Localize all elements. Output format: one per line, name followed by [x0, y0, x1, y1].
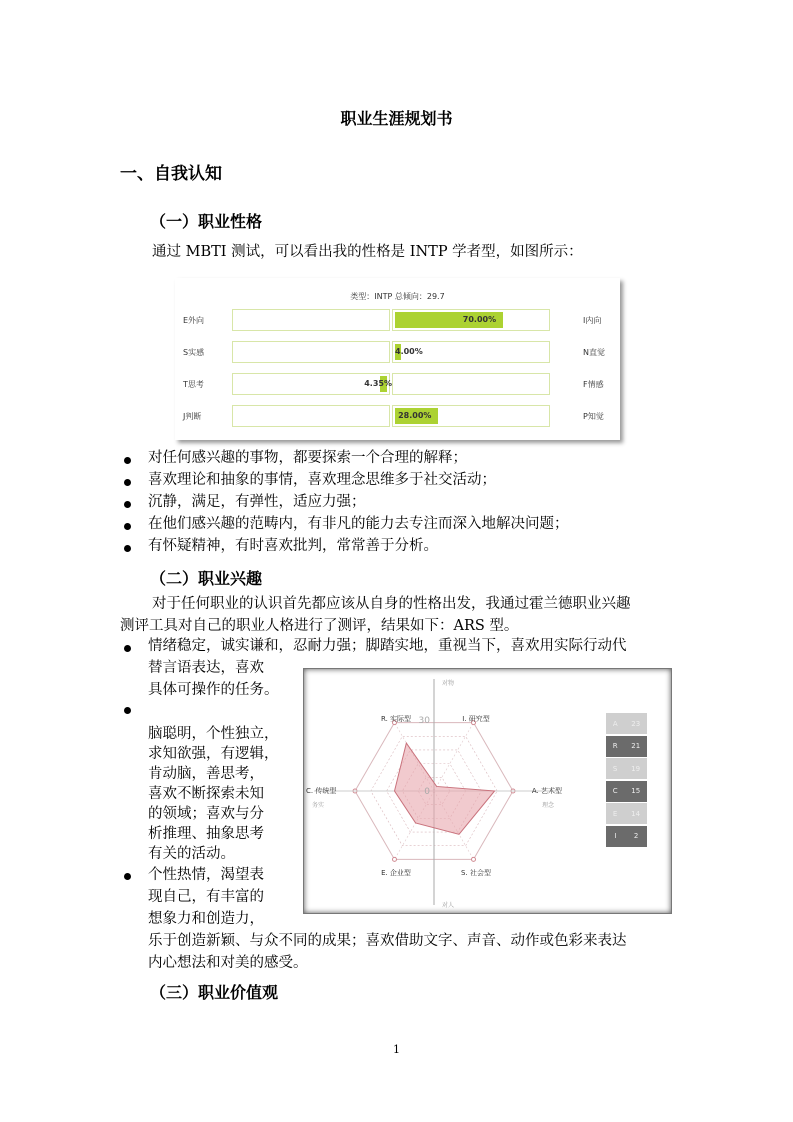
radar-category-label: E. 企业型 — [381, 869, 411, 877]
bullet-text: 求知欲强，有逻辑， — [148, 746, 279, 762]
bullet-text: 替言语表达，喜欢 — [148, 660, 264, 676]
bullet-text: 乐于创造新颖、与众不同的成果；喜欢借助文字、声音、动作或色彩来表达 — [148, 933, 627, 949]
bullet-icon — [124, 479, 131, 486]
radar-category-label: R. 实际型 — [380, 715, 412, 723]
axis-label-right: 理念 — [541, 802, 554, 809]
mbti-percent: 70.00% — [462, 315, 497, 324]
bullet-icon — [124, 545, 131, 552]
legend-item — [606, 736, 647, 757]
paragraph-line: 对于任何职业的认识首先都应该从自身的性格出发，我通过霍兰德职业兴趣 — [152, 596, 631, 612]
bullet-text: 在他们感兴趣的范畴内，有非凡的能力去专注而深入地解决问题； — [148, 516, 569, 532]
mbti-header: 类型：INTP 总倾向：29.7 — [350, 292, 445, 301]
legend-item — [606, 781, 647, 802]
section-heading: 一、自我认知 — [120, 164, 222, 184]
mbti-right-label: N直觉 — [583, 348, 605, 357]
radar-tick-label: 30 — [418, 716, 430, 726]
legend-key: E — [612, 809, 618, 818]
bullet-text: 脑聪明，个性独立， — [148, 726, 279, 742]
page-title: 职业生涯规划书 — [340, 109, 453, 128]
mbti-bar-right — [392, 309, 550, 331]
subsection-heading: （三）职业价值观 — [150, 983, 279, 1002]
paragraph-line: 测评工具对自己的职业人格进行了测评，结果如下：ARS 型。 — [120, 618, 519, 634]
mbti-right-label: P知觉 — [583, 412, 604, 421]
legend-value: 14 — [631, 809, 641, 818]
mbti-bar-left — [232, 309, 390, 331]
legend-item — [606, 713, 647, 734]
radar-tick-label: 0 — [424, 787, 430, 797]
axis-label-left: 务实 — [312, 802, 325, 809]
mbti-left-label: S实感 — [183, 348, 205, 357]
mbti-right-label: I内向 — [583, 316, 602, 325]
bullet-text: 个性热情，渴望表 — [148, 867, 264, 883]
legend-key: C — [612, 787, 618, 795]
legend-item — [606, 803, 647, 824]
legend-item — [606, 826, 647, 847]
mbti-percent: 4.00% — [395, 347, 423, 356]
bullet-icon — [124, 523, 131, 530]
mbti-percent: 4.35% — [364, 379, 392, 388]
page-number: 1 — [393, 1043, 400, 1056]
bullet-icon — [124, 707, 131, 714]
radar-category-label: C. 传统型 — [306, 787, 337, 795]
legend-key: R — [612, 742, 618, 750]
subsection-heading: （二）职业兴趣 — [150, 569, 263, 588]
legend-value: 21 — [631, 742, 641, 750]
bullet-text: 有怀疑精神，有时喜欢批判，常常善于分析。 — [148, 538, 438, 554]
bullet-text: 有关的活动。 — [148, 846, 235, 862]
legend-value: 15 — [631, 787, 641, 795]
radar-vertex — [393, 857, 397, 861]
axis-label-top: 对物 — [442, 680, 455, 687]
mbti-left-label: J判断 — [183, 412, 202, 421]
bullet-icon — [124, 457, 131, 464]
legend-value: 19 — [631, 764, 641, 773]
legend-key: A — [612, 719, 618, 728]
mbti-left-label: T思考 — [183, 380, 204, 389]
bullet-text: 对任何感兴趣的事物，都要探索一个合理的解释； — [148, 450, 467, 466]
bullet-icon — [124, 501, 131, 508]
mbti-bar-right — [392, 341, 550, 363]
paragraph: 通过 MBTI 测试，可以看出我的性格是 INTP 学者型，如图所示： — [152, 244, 583, 260]
mbti-bar-right — [392, 405, 550, 427]
bullet-icon — [124, 873, 131, 880]
bullet-text: 喜欢理论和抽象的事情，喜欢理念思维多于社交活动； — [148, 472, 496, 488]
bullet-text: 具体可操作的任务。 — [148, 682, 279, 698]
mbti-bar-left — [232, 373, 390, 395]
bullet-text: 肯动脑，善思考， — [148, 766, 264, 782]
bullet-text: 沉静，满足，有弹性，适应力强； — [148, 494, 366, 510]
radar-category-label: I. 研究型 — [462, 715, 490, 723]
legend-item — [606, 758, 647, 779]
bullet-text: 内心想法和对美的感受。 — [148, 955, 308, 971]
radar-series-area — [395, 743, 495, 834]
mbti-left-label: E外向 — [183, 316, 205, 325]
bullet-text: 喜欢不断探索未知 — [148, 786, 264, 802]
mbti-percent: 28.00% — [398, 411, 432, 420]
mbti-bar-left — [232, 341, 390, 363]
legend-value: 2 — [633, 832, 639, 840]
bullet-text: 想象力和创造力， — [148, 911, 264, 927]
bullet-text: 现自己，有丰富的 — [148, 889, 264, 905]
radar-category-label: S. 社会型 — [461, 869, 491, 877]
mbti-right-label: F情感 — [583, 380, 604, 389]
legend-key: I — [614, 832, 617, 840]
mbti-result-chart — [175, 278, 620, 440]
bullet-text: 情绪稳定，诚实谦和，忍耐力强；脚踏实地，重视当下，喜欢用实际行动代 — [148, 638, 627, 654]
subsection-heading: （一）职业性格 — [150, 212, 263, 231]
legend-value: 23 — [631, 719, 641, 728]
axis-label-bottom: 对人 — [442, 902, 455, 909]
holland-radar-chart — [303, 668, 672, 914]
bullet-icon — [124, 645, 131, 652]
mbti-bar-left — [232, 405, 390, 427]
radar-vertex — [472, 857, 476, 861]
radar-spoke — [434, 723, 474, 791]
legend-key: S — [612, 764, 618, 773]
bullet-text: 析推理、抽象思考 — [148, 826, 264, 842]
mbti-bar-right — [392, 373, 550, 395]
bullet-text: 的领域；喜欢与分 — [148, 806, 264, 822]
radar-category-label: A. 艺术型 — [531, 787, 562, 795]
